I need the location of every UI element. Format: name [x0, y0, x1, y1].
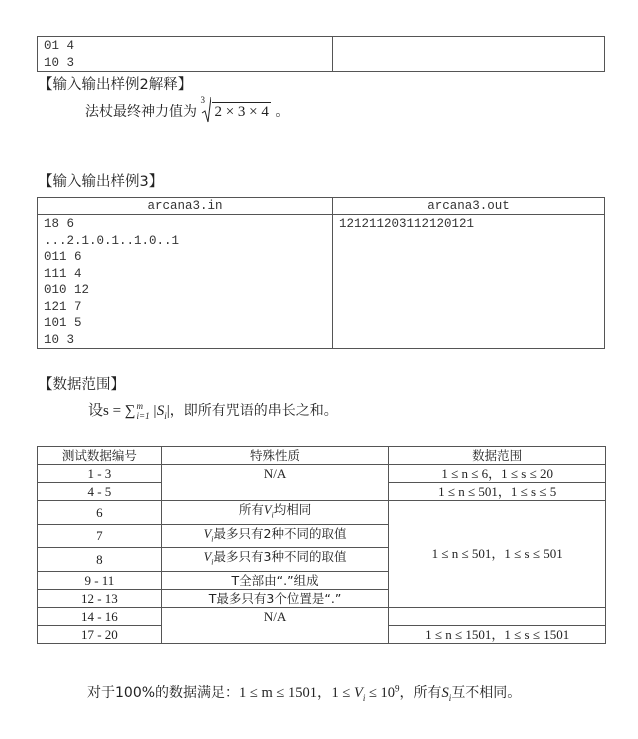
tail-post: 互不相同。	[451, 685, 522, 701]
data-range-table	[37, 446, 606, 644]
var-v: V	[263, 503, 272, 517]
var-sub: i	[362, 692, 366, 703]
sample3-input-cell	[38, 215, 333, 349]
var-sub: i	[448, 692, 452, 703]
code-line: 121211203112120121	[339, 217, 475, 231]
code-line: 010 12	[44, 283, 90, 297]
property-cell	[161, 548, 389, 572]
table-row	[38, 607, 606, 625]
property-na	[161, 465, 389, 501]
test-id: 7	[38, 524, 162, 548]
var-s: S	[441, 685, 449, 701]
var-sub: i	[271, 510, 274, 520]
property-cell: T全部由“.”组成	[161, 571, 389, 589]
abs-sub: i	[164, 410, 167, 421]
property-text: N/A	[263, 466, 287, 481]
test-id: 1 - 3	[38, 465, 162, 483]
test-id: 9 - 11	[38, 571, 162, 589]
root-index: 3	[200, 95, 205, 105]
sample2-input-cell	[38, 37, 333, 72]
radical-sign-icon	[201, 97, 211, 123]
code-line: 10 3	[44, 332, 75, 347]
property-text: 均相同	[273, 502, 312, 517]
code-line: 01 4	[44, 39, 75, 53]
range-cell-empty	[389, 607, 606, 625]
code-line: 101 5	[44, 316, 82, 330]
sample2-table-tail	[37, 36, 605, 72]
abs-close: |	[166, 403, 170, 419]
table-row	[38, 501, 606, 525]
var-v: V	[353, 685, 363, 701]
var-sub: i	[211, 557, 214, 567]
property-text: N/A	[263, 608, 287, 624]
v-cond-pre: 1 ≤	[331, 685, 354, 701]
tail-pre: ，所有	[399, 685, 442, 701]
code-line: 111 4	[44, 266, 82, 281]
var-sub: i	[211, 534, 214, 543]
code-line: 121 7	[44, 299, 82, 314]
code-line: 10 3	[44, 55, 75, 70]
test-id: 17 - 20	[38, 625, 162, 643]
sum-upper: m	[136, 401, 143, 411]
explain-text-after: 。	[275, 104, 290, 120]
test-id: 14 - 16	[38, 607, 162, 625]
property-cell	[161, 524, 389, 548]
exponent: 9	[395, 683, 400, 694]
sample3-table	[37, 197, 605, 349]
range-cell: 1 ≤ n ≤ 501，1 ≤ s ≤ 5	[389, 483, 606, 501]
code-line: ...2.1.0.1..1.0..1	[44, 233, 180, 248]
table-header-row	[38, 447, 606, 465]
sample2-explain-heading: 【输入输出样例2解释】	[38, 77, 193, 93]
header-range: 数据范围	[389, 447, 606, 465]
sample3-in-header: arcana3.in	[38, 198, 333, 215]
test-id: 12 - 13	[38, 589, 162, 607]
table-row	[38, 465, 606, 483]
property-text: 最多只有3种不同的取值	[213, 549, 347, 564]
abs-open: |S	[152, 403, 165, 419]
sample2-explain-text	[85, 95, 290, 129]
def-prefix: 设s = ∑	[88, 403, 136, 419]
m-condition: 1 ≤ m ≤ 1501，	[239, 685, 332, 701]
test-id: 4 - 5	[38, 483, 162, 501]
sample2-output-cell	[333, 37, 605, 72]
global-constraints	[87, 681, 521, 703]
radicand: 2 × 3 × 4	[214, 104, 269, 120]
code-line: 18 6	[44, 217, 75, 231]
property-text: 所有	[238, 502, 264, 517]
footer-prefix: 对于100%的数据满足：	[87, 685, 240, 701]
code-line: 011 6	[44, 250, 82, 264]
var-v: V	[203, 550, 212, 564]
property-na	[161, 607, 389, 643]
var-v: V	[203, 526, 212, 541]
test-id: 6	[38, 501, 162, 525]
explain-text-before: 法杖最终神力值为	[85, 104, 197, 120]
test-id: 8	[38, 548, 162, 572]
sum-lower: i=1	[136, 411, 150, 421]
property-cell: T最多只有3个位置是“.”	[161, 589, 389, 607]
range-cell: 1 ≤ n ≤ 501，1 ≤ s ≤ 501	[389, 501, 606, 608]
data-range-heading: 【数据范围】	[38, 377, 125, 393]
sample3-output-cell	[333, 215, 605, 349]
total-length-definition	[88, 399, 338, 425]
header-property: 特殊性质	[161, 447, 389, 465]
cube-root-expression	[200, 95, 270, 121]
def-suffix: ，即所有咒语的串长之和。	[169, 403, 338, 419]
header-test-id: 测试数据编号	[38, 447, 162, 465]
range-cell: 1 ≤ n ≤ 1501，1 ≤ s ≤ 1501	[389, 625, 606, 643]
sample3-heading: 【输入输出样例3】	[38, 174, 164, 190]
range-cell: 1 ≤ n ≤ 6，1 ≤ s ≤ 20	[389, 465, 606, 483]
sample3-out-header: arcana3.out	[333, 198, 605, 215]
property-text: 最多只有2种不同的取值	[213, 525, 347, 541]
property-cell	[161, 501, 389, 525]
v-cond-post: ≤ 10	[365, 685, 396, 701]
